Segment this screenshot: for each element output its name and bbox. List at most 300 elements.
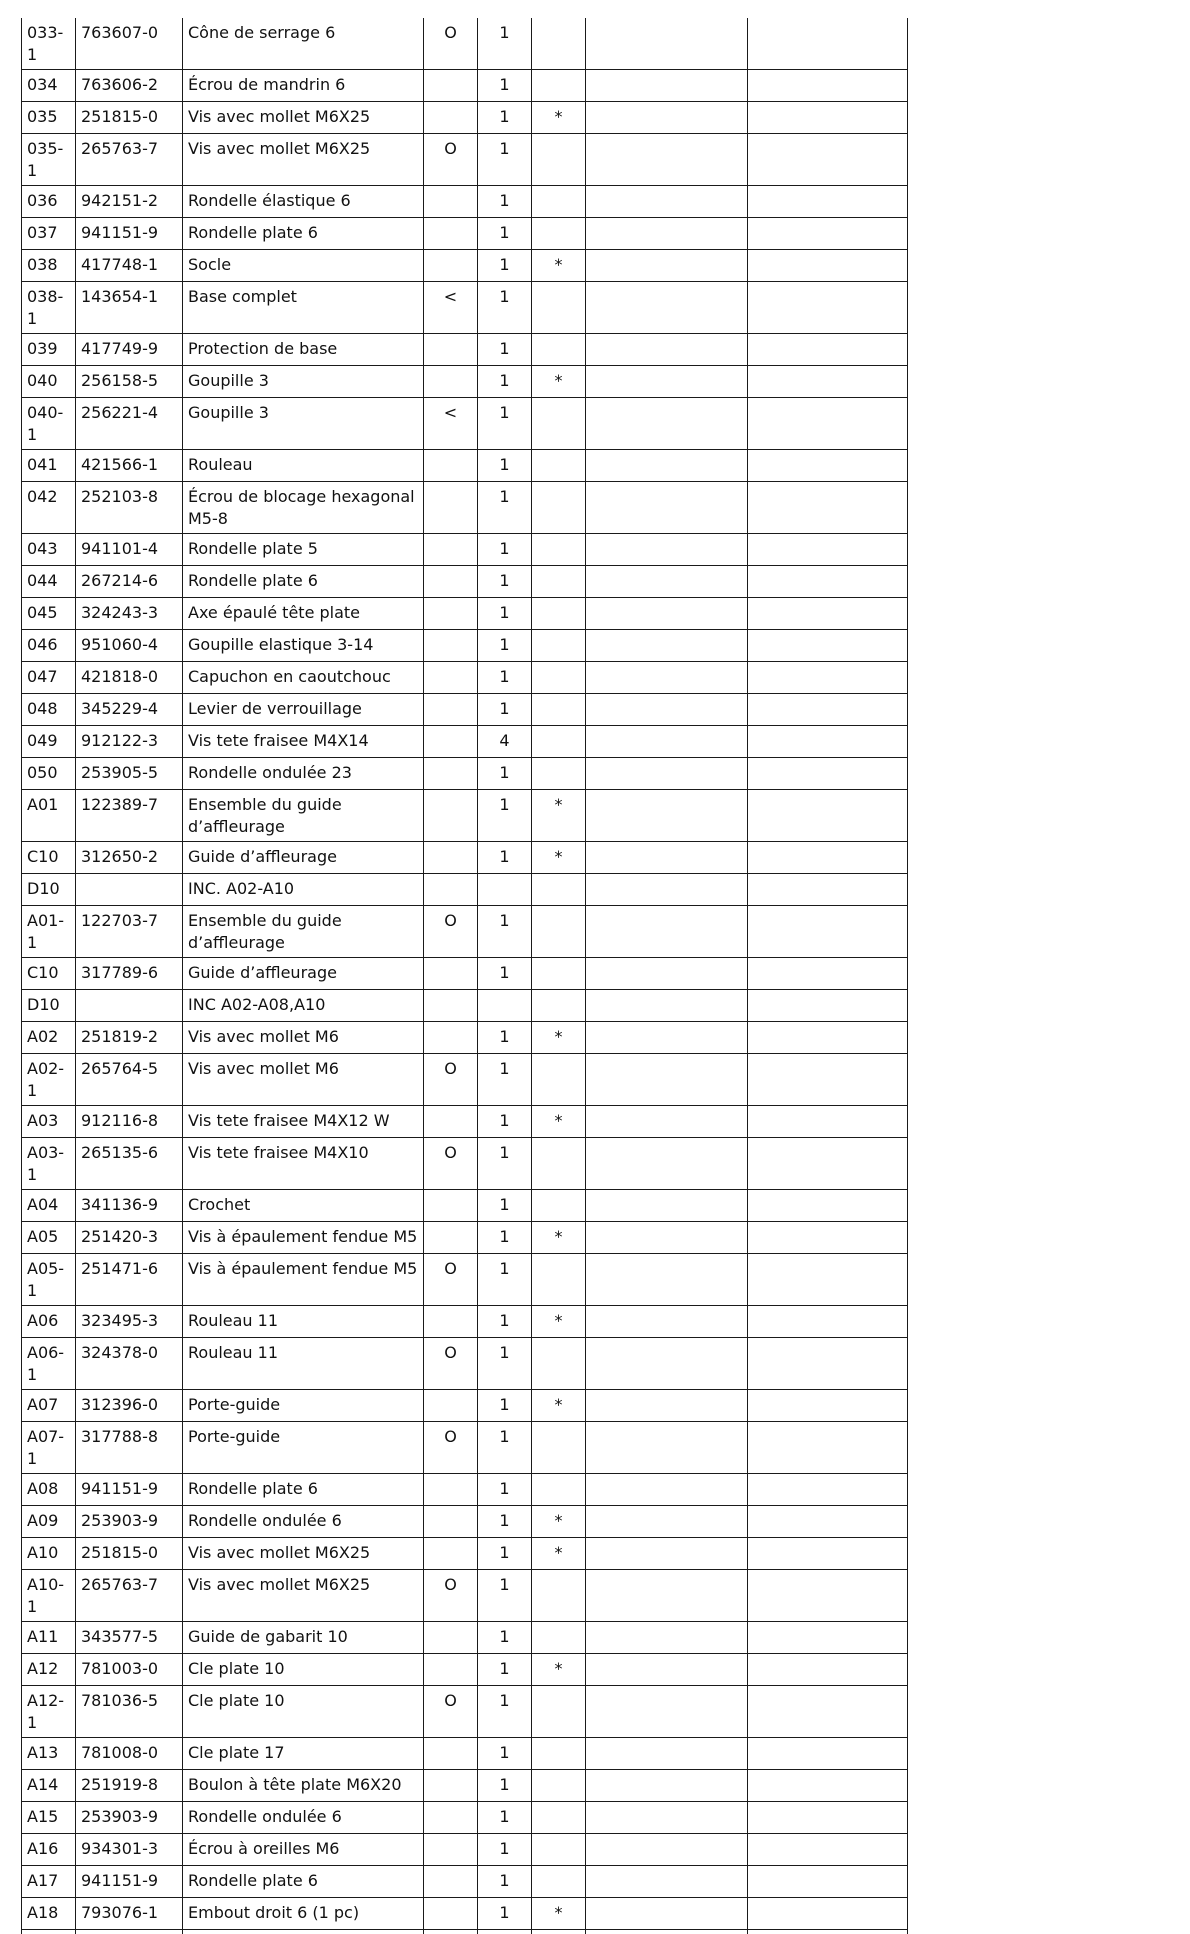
note-cell: * (532, 842, 586, 874)
flag-cell (424, 334, 478, 366)
table-row (22, 1222, 908, 1254)
blank-cell (586, 1106, 748, 1138)
flag-cell (424, 1190, 478, 1222)
table-row-continuation (22, 1930, 908, 1934)
blank-cell (748, 1802, 908, 1834)
quantity-cell: 1 (478, 958, 532, 990)
blank-cell (586, 1422, 748, 1474)
description-cell: Vis avec mollet M6 (183, 1054, 424, 1106)
part-number-cell: 942151-2 (76, 186, 183, 218)
note-cell: * (532, 250, 586, 282)
part-number-cell: 763607-0 (76, 18, 183, 70)
item-number-cell: 043 (22, 534, 76, 566)
note-cell: * (532, 102, 586, 134)
item-number-cell: A13 (22, 1738, 76, 1770)
blank-cell (586, 1390, 748, 1422)
part-number-cell: 421566-1 (76, 450, 183, 482)
blank-cell (748, 1930, 908, 1934)
quantity-cell: 1 (478, 366, 532, 398)
quantity-cell: 1 (478, 18, 532, 70)
part-number-cell: 265764-5 (76, 1054, 183, 1106)
flag-cell (424, 1474, 478, 1506)
description-cell: Axe épaulé tête plate (183, 598, 424, 630)
description-cell: Porte-guide (183, 1422, 424, 1474)
blank-cell (748, 990, 908, 1022)
table-row (22, 630, 908, 662)
blank-cell (22, 1930, 76, 1934)
part-number-cell: 251815-0 (76, 1538, 183, 1570)
blank-cell (586, 694, 748, 726)
description-cell: Guide d’affleurage (183, 842, 424, 874)
blank-cell (586, 1898, 748, 1930)
blank-cell (748, 842, 908, 874)
description-cell: INC. A02-A10 (183, 874, 424, 906)
flag-cell (424, 790, 478, 842)
blank-cell (748, 218, 908, 250)
note-cell (532, 1622, 586, 1654)
blank-cell (586, 1222, 748, 1254)
quantity-cell: 1 (478, 218, 532, 250)
flag-cell: O (424, 1338, 478, 1390)
flag-cell: O (424, 1254, 478, 1306)
flag-cell (424, 958, 478, 990)
table-row (22, 842, 908, 874)
quantity-cell: 1 (478, 1506, 532, 1538)
note-cell (532, 1190, 586, 1222)
flag-cell (424, 482, 478, 534)
item-number-cell: A07-1 (22, 1422, 76, 1474)
blank-cell (748, 1866, 908, 1898)
quantity-cell: 4 (478, 726, 532, 758)
flag-cell: O (424, 134, 478, 186)
item-number-cell: 033-1 (22, 18, 76, 70)
flag-cell (424, 1106, 478, 1138)
item-number-cell: A05-1 (22, 1254, 76, 1306)
quantity-cell: 1 (478, 134, 532, 186)
table-row (22, 906, 908, 958)
description-cell: Guide d’affleurage (183, 958, 424, 990)
blank-cell (586, 1054, 748, 1106)
blank-cell (586, 1306, 748, 1338)
flag-cell (424, 218, 478, 250)
table-row (22, 186, 908, 218)
flag-cell: < (424, 282, 478, 334)
quantity-cell: 1 (478, 566, 532, 598)
blank-cell (748, 1390, 908, 1422)
description-cell: Rondelle ondulée 6 (183, 1802, 424, 1834)
table-row (22, 1622, 908, 1654)
blank-cell (586, 1538, 748, 1570)
blank-cell (586, 1506, 748, 1538)
table-row (22, 1054, 908, 1106)
blank-cell (748, 874, 908, 906)
quantity-cell: 1 (478, 662, 532, 694)
item-number-cell: 046 (22, 630, 76, 662)
table-row (22, 790, 908, 842)
description-cell: Crochet (183, 1190, 424, 1222)
blank-cell (748, 1138, 908, 1190)
flag-cell (424, 1538, 478, 1570)
blank-cell (748, 1054, 908, 1106)
note-cell (532, 1866, 586, 1898)
note-cell (532, 1738, 586, 1770)
item-number-cell: A01-1 (22, 906, 76, 958)
flag-cell (424, 534, 478, 566)
part-number-cell: 265763-7 (76, 134, 183, 186)
blank-cell (586, 630, 748, 662)
flag-cell (424, 1506, 478, 1538)
note-cell: * (532, 1022, 586, 1054)
blank-cell (586, 758, 748, 790)
item-number-cell: A07 (22, 1390, 76, 1422)
item-number-cell: A14 (22, 1770, 76, 1802)
note-cell (532, 18, 586, 70)
description-cell: Vis tete fraisee M4X10 (183, 1138, 424, 1190)
blank-cell (586, 566, 748, 598)
item-number-cell: A06 (22, 1306, 76, 1338)
note-cell (532, 398, 586, 450)
part-number-cell: 251919-8 (76, 1770, 183, 1802)
note-cell (532, 662, 586, 694)
item-number-cell: A15 (22, 1802, 76, 1834)
part-number-cell: 317788-8 (76, 1422, 183, 1474)
item-number-cell: 041 (22, 450, 76, 482)
note-cell (532, 630, 586, 662)
part-number-cell: 267214-6 (76, 566, 183, 598)
part-number-cell: 265135-6 (76, 1138, 183, 1190)
blank-cell (748, 70, 908, 102)
blank-cell (748, 1898, 908, 1930)
table-row (22, 1866, 908, 1898)
item-number-cell: A17 (22, 1866, 76, 1898)
blank-cell (586, 250, 748, 282)
description-cell: Cle plate 10 (183, 1654, 424, 1686)
blank-cell (586, 70, 748, 102)
quantity-cell: 1 (478, 694, 532, 726)
item-number-cell: A01 (22, 790, 76, 842)
item-number-cell: A08 (22, 1474, 76, 1506)
flag-cell: O (424, 1570, 478, 1622)
table-row (22, 134, 908, 186)
part-number-cell: 324243-3 (76, 598, 183, 630)
blank-cell (586, 958, 748, 990)
flag-cell: O (424, 906, 478, 958)
blank-cell (586, 1738, 748, 1770)
blank-cell (586, 1866, 748, 1898)
table-row (22, 1654, 908, 1686)
blank-cell (586, 482, 748, 534)
item-number-cell: 038 (22, 250, 76, 282)
blank-cell (748, 790, 908, 842)
note-cell: * (532, 1306, 586, 1338)
quantity-cell: 1 (478, 1138, 532, 1190)
description-cell: Base complet (183, 282, 424, 334)
blank-cell (748, 450, 908, 482)
flag-cell (424, 726, 478, 758)
table-row (22, 726, 908, 758)
description-cell: Vis avec mollet M6X25 (183, 1570, 424, 1622)
note-cell (532, 186, 586, 218)
item-number-cell: 044 (22, 566, 76, 598)
quantity-cell: 1 (478, 1570, 532, 1622)
part-number-cell: 253905-5 (76, 758, 183, 790)
description-cell: Rondelle plate 6 (183, 218, 424, 250)
table-row (22, 1770, 908, 1802)
table-row (22, 1022, 908, 1054)
item-number-cell: A12 (22, 1654, 76, 1686)
note-cell (532, 450, 586, 482)
flag-cell (424, 70, 478, 102)
description-cell: Guide de gabarit 10 (183, 1622, 424, 1654)
blank-cell (748, 1654, 908, 1686)
part-number-cell: 781003-0 (76, 1654, 183, 1686)
table-row (22, 1834, 908, 1866)
note-cell (532, 758, 586, 790)
description-cell: Écrou de blocage hexagonal M5-8 (183, 482, 424, 534)
flag-cell: O (424, 18, 478, 70)
description-cell: Rouleau 11 (183, 1338, 424, 1390)
note-cell (532, 1770, 586, 1802)
part-number-cell: 312396-0 (76, 1390, 183, 1422)
part-number-cell: 345229-4 (76, 694, 183, 726)
table-row (22, 1898, 908, 1930)
item-number-cell: D10 (22, 990, 76, 1022)
flag-cell (424, 1770, 478, 1802)
description-cell: Vis tete fraisee M4X12 W (183, 1106, 424, 1138)
blank-cell (586, 218, 748, 250)
note-cell: * (532, 1654, 586, 1686)
note-cell: * (532, 1538, 586, 1570)
flag-cell (424, 186, 478, 218)
blank-cell (748, 282, 908, 334)
blank-cell (586, 102, 748, 134)
blank-cell (586, 1622, 748, 1654)
part-number-cell: 941151-9 (76, 218, 183, 250)
blank-cell (748, 1338, 908, 1390)
table-row (22, 1306, 908, 1338)
part-number-cell: 941151-9 (76, 1866, 183, 1898)
blank-cell (748, 534, 908, 566)
blank-cell (748, 18, 908, 70)
table-row (22, 566, 908, 598)
blank-cell (586, 1686, 748, 1738)
table-row (22, 1190, 908, 1222)
note-cell (532, 1834, 586, 1866)
description-cell: Cle plate 10 (183, 1686, 424, 1738)
quantity-cell: 1 (478, 1222, 532, 1254)
flag-cell (424, 1834, 478, 1866)
part-number-cell: 251815-0 (76, 102, 183, 134)
item-number-cell: D10 (22, 874, 76, 906)
part-number-cell: 312650-2 (76, 842, 183, 874)
blank-cell (748, 1222, 908, 1254)
blank-cell (748, 250, 908, 282)
table-row (22, 1254, 908, 1306)
item-number-cell: A18 (22, 1898, 76, 1930)
table-row (22, 1538, 908, 1570)
table-row (22, 958, 908, 990)
blank-cell (748, 1770, 908, 1802)
quantity-cell: 1 (478, 102, 532, 134)
table-row (22, 874, 908, 906)
note-cell (532, 1802, 586, 1834)
quantity-cell: 1 (478, 1802, 532, 1834)
blank-cell (748, 694, 908, 726)
part-number-cell: 781036-5 (76, 1686, 183, 1738)
table-row (22, 450, 908, 482)
flag-cell (424, 990, 478, 1022)
table-row (22, 1506, 908, 1538)
blank-cell (748, 1422, 908, 1474)
blank-cell (586, 906, 748, 958)
note-cell (532, 1474, 586, 1506)
part-number-cell: 251471-6 (76, 1254, 183, 1306)
table-row (22, 482, 908, 534)
blank-cell (748, 598, 908, 630)
blank-cell (586, 1338, 748, 1390)
part-number-cell: 256221-4 (76, 398, 183, 450)
blank-cell (586, 1254, 748, 1306)
table-row (22, 366, 908, 398)
quantity-cell (478, 990, 532, 1022)
flag-cell (424, 102, 478, 134)
quantity-cell: 1 (478, 1834, 532, 1866)
blank-cell (748, 726, 908, 758)
blank-cell (748, 1686, 908, 1738)
blank-cell (586, 1474, 748, 1506)
blank-cell (748, 662, 908, 694)
table-row (22, 398, 908, 450)
flag-cell (424, 1802, 478, 1834)
note-cell (532, 1570, 586, 1622)
flag-cell (424, 842, 478, 874)
item-number-cell: A03-1 (22, 1138, 76, 1190)
description-cell: Ensemble du guide d’affleurage (183, 790, 424, 842)
item-number-cell: 045 (22, 598, 76, 630)
flag-cell (424, 1654, 478, 1686)
item-number-cell: A02-1 (22, 1054, 76, 1106)
flag-cell (424, 1622, 478, 1654)
quantity-cell: 1 (478, 534, 532, 566)
description-cell: Rondelle ondulée 6 (183, 1506, 424, 1538)
quantity-cell: 1 (478, 630, 532, 662)
blank-cell (586, 450, 748, 482)
item-number-cell: 050 (22, 758, 76, 790)
part-number-cell: 323495-3 (76, 1306, 183, 1338)
quantity-cell: 1 (478, 1538, 532, 1570)
description-cell: Rouleau 11 (183, 1306, 424, 1338)
note-cell (532, 482, 586, 534)
quantity-cell: 1 (478, 186, 532, 218)
blank-cell (748, 1506, 908, 1538)
description-cell: Rondelle ondulée 23 (183, 758, 424, 790)
part-number-cell: 912116-8 (76, 1106, 183, 1138)
blank-cell (586, 366, 748, 398)
note-cell: * (532, 1898, 586, 1930)
note-cell (532, 134, 586, 186)
part-number-cell: 341136-9 (76, 1190, 183, 1222)
part-number-cell: 253903-9 (76, 1802, 183, 1834)
item-number-cell: A16 (22, 1834, 76, 1866)
description-cell: Rondelle plate 6 (183, 1474, 424, 1506)
item-number-cell: 034 (22, 70, 76, 102)
note-cell (532, 1686, 586, 1738)
blank-cell (748, 566, 908, 598)
table-row (22, 758, 908, 790)
part-number-cell: 122389-7 (76, 790, 183, 842)
quantity-cell: 1 (478, 1022, 532, 1054)
description-cell: Vis avec mollet M6X25 (183, 134, 424, 186)
quantity-cell: 1 (478, 598, 532, 630)
item-number-cell: A04 (22, 1190, 76, 1222)
blank-cell (748, 366, 908, 398)
item-number-cell: A10-1 (22, 1570, 76, 1622)
blank-cell (748, 1254, 908, 1306)
description-cell: Vis à épaulement fendue M5 (183, 1222, 424, 1254)
flag-cell (424, 1390, 478, 1422)
part-number-cell: 421818-0 (76, 662, 183, 694)
part-number-cell: 253903-9 (76, 1506, 183, 1538)
part-number-cell: 417748-1 (76, 250, 183, 282)
quantity-cell: 1 (478, 1770, 532, 1802)
item-number-cell: 049 (22, 726, 76, 758)
item-number-cell: 036 (22, 186, 76, 218)
blank-cell (478, 1930, 532, 1934)
table-row (22, 1738, 908, 1770)
flag-cell (424, 758, 478, 790)
description-cell: Rondelle plate 6 (183, 566, 424, 598)
quantity-cell: 1 (478, 1338, 532, 1390)
quantity-cell: 1 (478, 1654, 532, 1686)
flag-cell (424, 662, 478, 694)
table-row (22, 990, 908, 1022)
blank-cell (748, 1306, 908, 1338)
note-cell (532, 906, 586, 958)
blank-cell (586, 282, 748, 334)
quantity-cell: 1 (478, 334, 532, 366)
blank-cell (748, 1834, 908, 1866)
item-number-cell: C10 (22, 958, 76, 990)
quantity-cell: 1 (478, 842, 532, 874)
quantity-cell: 1 (478, 1306, 532, 1338)
note-cell (532, 990, 586, 1022)
quantity-cell: 1 (478, 282, 532, 334)
part-number-cell: 763606-2 (76, 70, 183, 102)
description-cell: Ensemble du guide d’affleurage (183, 906, 424, 958)
table-row (22, 102, 908, 134)
parts-table (21, 18, 908, 1934)
blank-cell (748, 186, 908, 218)
blank-cell (748, 134, 908, 186)
quantity-cell: 1 (478, 790, 532, 842)
flag-cell: O (424, 1686, 478, 1738)
table-row (22, 1138, 908, 1190)
item-number-cell: A05 (22, 1222, 76, 1254)
note-cell: * (532, 790, 586, 842)
blank-cell (586, 534, 748, 566)
part-number-cell: 252103-8 (76, 482, 183, 534)
description-cell: INC A02-A08,A10 (183, 990, 424, 1022)
blank-cell (586, 1022, 748, 1054)
part-number-cell: 912122-3 (76, 726, 183, 758)
flag-cell (424, 1022, 478, 1054)
table-row (22, 598, 908, 630)
blank-cell (748, 1190, 908, 1222)
blank-cell (748, 1738, 908, 1770)
blank-cell (748, 758, 908, 790)
table-row (22, 1422, 908, 1474)
item-number-cell: A03 (22, 1106, 76, 1138)
